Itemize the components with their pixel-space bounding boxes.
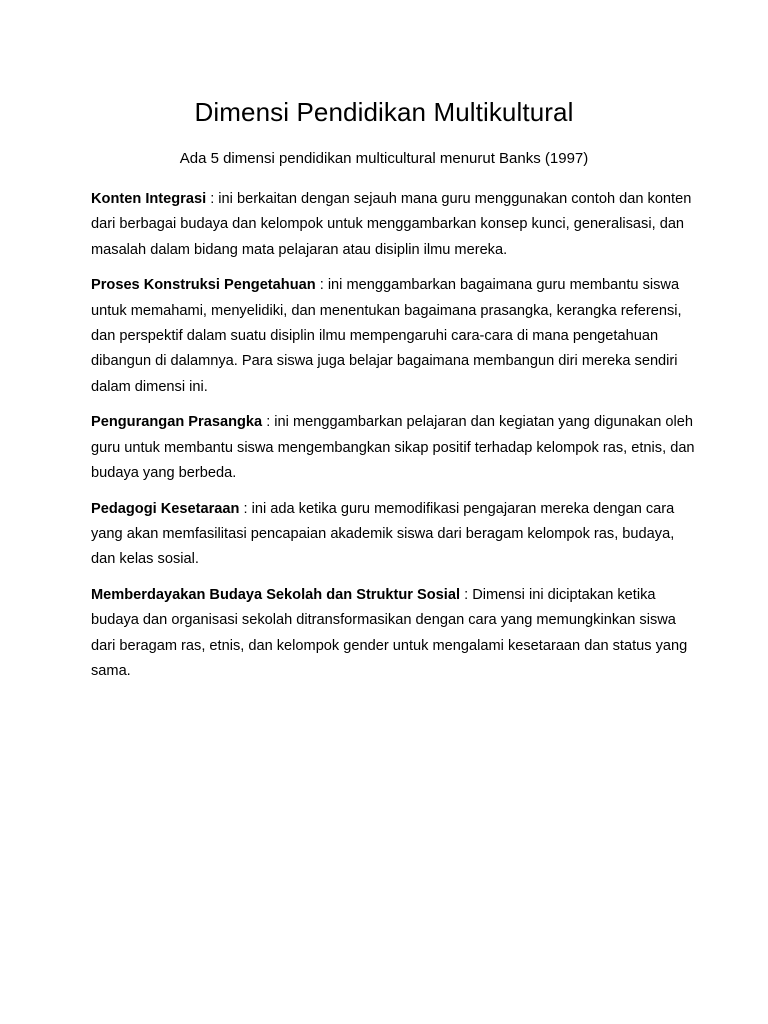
page-title: Dimensi Pendidikan Multikultural <box>194 97 574 127</box>
section-pengurangan-prasangka <box>91 410 695 486</box>
section-proses-konstruksi <box>91 273 695 399</box>
section-term: Pengurangan Prasangka <box>91 414 263 431</box>
section-text: : ini menggambarkan bagaimana guru membantu siswa untuk memahami, menyelidiki, dan menentukan bagaimana prasangka, kerangka referensi, dan perspektif dalam suatu disiplin ilmu mempengaruhi cara-cara di mana pengetahuan dibangun di dalamnya. Para siswa juga belajar bagaimana membangun diri mereka sendiri dalam dimensi ini. <box>91 277 682 395</box>
document-body <box>91 187 695 695</box>
section-text: : ini berkaitan dengan sejauh mana guru menggunakan contoh dan konten dari berbagai budaya dan kelompok untuk menggambarkan konsep kunci, generalisasi, dan masalah dalam bidang mata pelajaran atau disiplin ilmu mereka. <box>91 191 692 258</box>
section-term: Pedagogi Kesetaraan <box>91 500 240 517</box>
section-term: Proses Konstruksi Pengetahuan <box>91 277 316 294</box>
section-text: : ini ada ketika guru memodifikasi pengajaran mereka dengan cara yang akan memfasilitasi pencapaian akademik siswa dari beragam kelompok ras, budaya, dan kelas sosial. <box>91 500 675 568</box>
section-term: Konten Integrasi <box>91 191 207 207</box>
section-text: : ini menggambarkan pelajaran dan kegiatan yang digunakan oleh guru untuk membantu siswa mengembangkan sikap positif terhadap kelompok ras, etnis, dan budaya yang berbeda. <box>91 414 695 481</box>
page-subtitle: Ada 5 dimensi pendidikan multicultural menurut Banks (1997) <box>179 150 589 167</box>
section-konten-integrasi <box>91 187 695 263</box>
section-text: : Dimensi ini diciptakan ketika budaya dan organisasi sekolah ditransformasikan dengan cara yang memungkinkan siswa dari beragam ras, etnis, dan kelompok gender untuk mengalami kesetaraan dan status yang sama. <box>91 587 688 680</box>
section-pedagogi-kesetaraan <box>91 497 695 573</box>
section-memberdayakan-budaya <box>91 583 695 684</box>
section-term: Memberdayakan Budaya Sekolah dan Struktur Sosial <box>91 587 461 604</box>
